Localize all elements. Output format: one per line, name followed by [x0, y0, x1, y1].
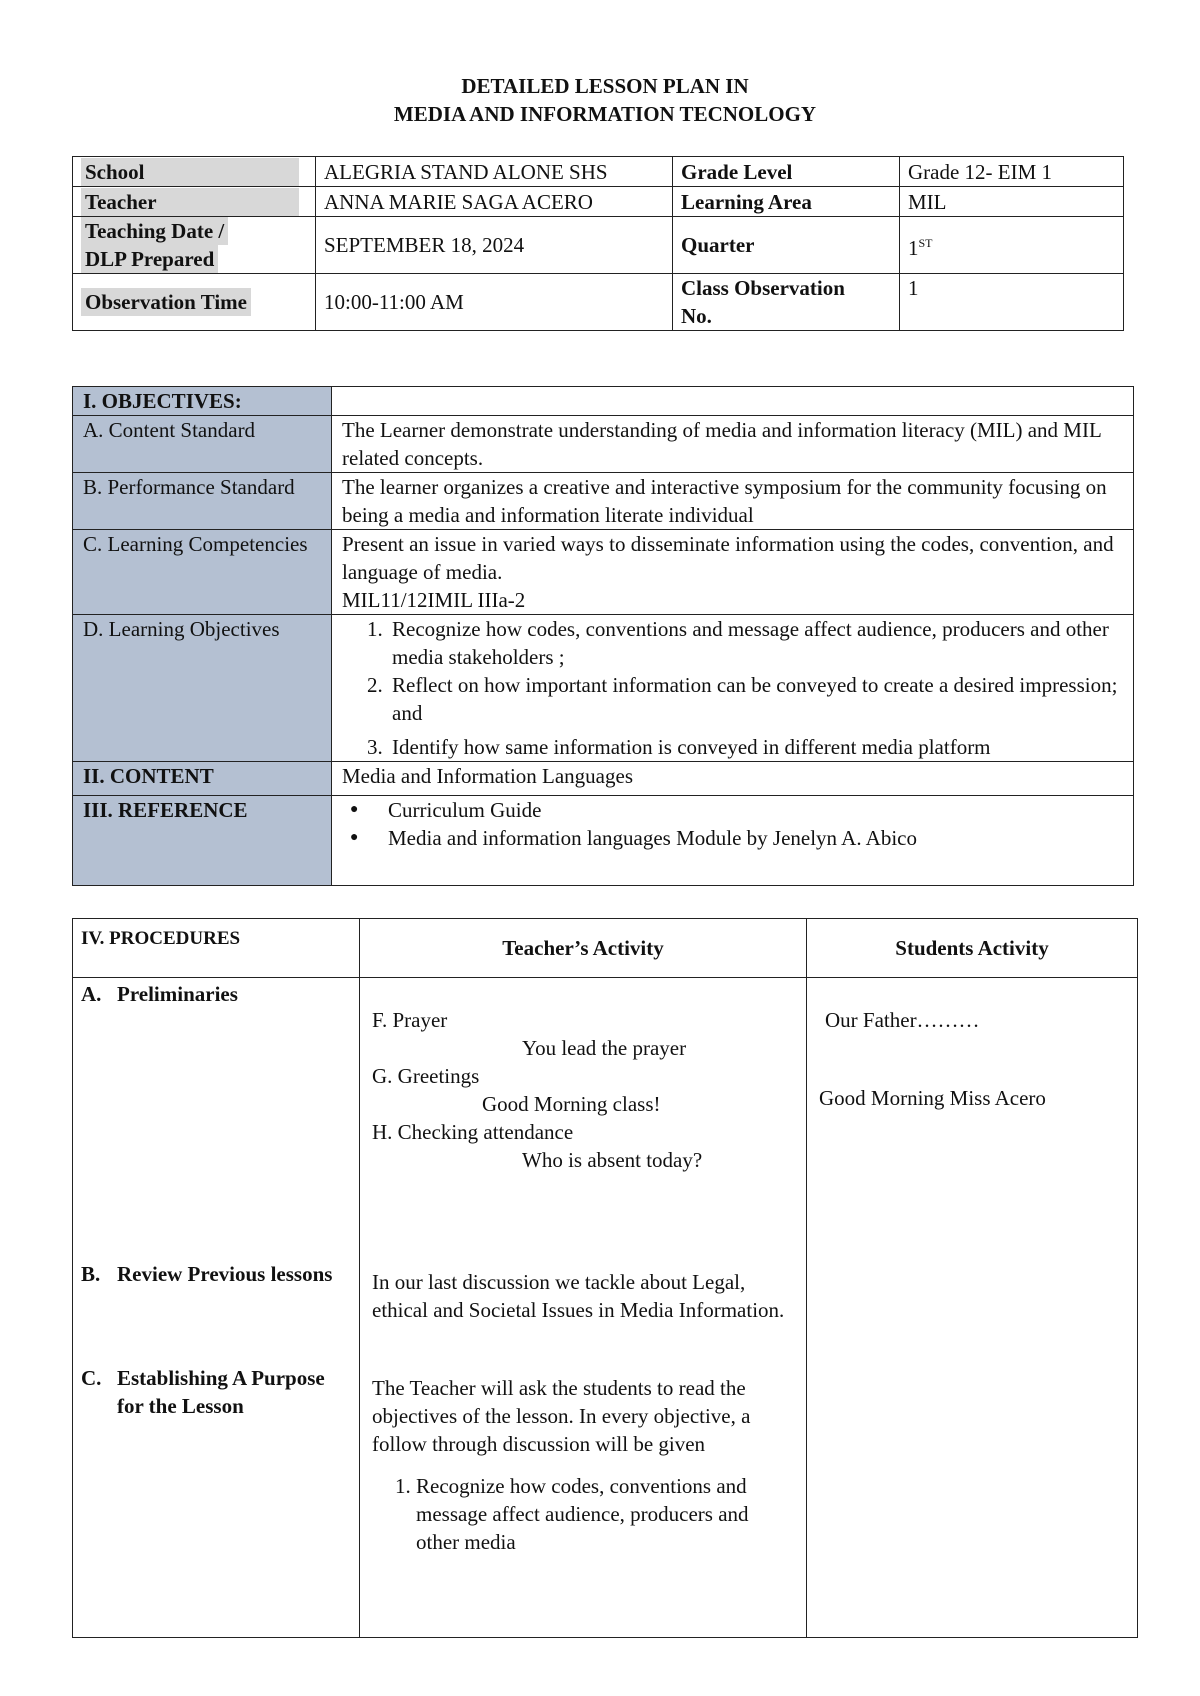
list-item: 1. Recognize how codes, conventions and message affect audience, producers and other media: [416, 1472, 794, 1556]
section-title: Preliminaries: [117, 982, 238, 1006]
observation-label-1: Class Observation: [681, 276, 845, 300]
quarter-number: 1: [908, 235, 919, 260]
quarter-label: Quarter: [673, 217, 900, 274]
grade-label: Grade Level: [673, 157, 900, 187]
teacher-label: Teacher: [81, 188, 299, 216]
content-text: Media and Information Languages: [332, 762, 1134, 796]
objectives-table: [72, 386, 1134, 886]
reference-list: [342, 796, 1123, 852]
content-label: II. CONTENT: [73, 762, 332, 796]
area-value: MIL: [900, 187, 1124, 217]
performance-standard-label: B. Performance Standard: [73, 473, 332, 530]
section-title: Review Previous lessons: [117, 1262, 333, 1286]
section-letter: A.: [81, 982, 102, 1006]
section-title: Establishing A Purpose for the Lesson: [117, 1366, 325, 1418]
objectives-heading: I. OBJECTIVES:: [73, 387, 332, 416]
students-activity-cell: [807, 978, 1138, 1638]
section-preliminaries: [81, 980, 351, 1008]
procedures-heading: IV. PROCEDURES: [73, 919, 360, 978]
list-item: ● Curriculum Guide: [372, 796, 1123, 824]
student-prayer: Our Father………: [825, 1008, 980, 1032]
attendance-item: H. Checking attendance: [372, 1120, 574, 1144]
school-label-cell: [73, 157, 316, 187]
observation-label-2: No.: [681, 304, 712, 328]
objectives-heading-blank: [332, 387, 1134, 416]
school-label: School: [81, 158, 299, 186]
greetings-line: Good Morning class!: [482, 1092, 661, 1116]
teacher-activity-header: Teacher’s Activity: [360, 919, 807, 978]
prayer-line: You lead the prayer: [522, 1036, 687, 1060]
date-value: SEPTEMBER 18, 2024: [316, 217, 673, 274]
area-label: Learning Area: [673, 187, 900, 217]
learning-objectives-list: [342, 615, 1123, 761]
date-label-1: Teaching Date /: [81, 217, 228, 245]
greetings-item: G. Greetings: [372, 1064, 480, 1088]
students-activity-header: Students Activity: [807, 919, 1138, 978]
learning-competencies-label: C. Learning Competencies: [73, 530, 332, 615]
teacher-value: ANNA MARIE SAGA ACERO: [316, 187, 673, 217]
section-review: [81, 1260, 351, 1288]
quarter-suffix: ST: [918, 235, 933, 250]
section-letter: C.: [81, 1366, 102, 1390]
title-line-2: MEDIA AND INFORMATION TECNOLOGY: [393, 102, 817, 126]
student-greeting: Good Morning Miss Acero: [819, 1086, 1046, 1110]
learning-competencies-text: Present an issue in varied ways to disseminate information using the codes, convention, and language of media.: [342, 532, 1114, 584]
reference-cell: [332, 796, 1134, 886]
learning-objectives-label: D. Learning Objectives: [73, 615, 332, 762]
school-value: ALEGRIA STAND ALONE SHS: [316, 157, 673, 187]
quarter-value: [900, 217, 1124, 274]
purpose-objectives-list: [372, 1472, 794, 1556]
date-label-cell: [73, 217, 316, 274]
time-label-cell: [73, 274, 316, 331]
procedures-table: [72, 918, 1138, 1638]
date-label-2: DLP Prepared: [81, 245, 218, 273]
observation-label: [673, 274, 900, 331]
learning-objectives-cell: [332, 615, 1134, 762]
teacher-activity-cell: [360, 978, 807, 1638]
list-item: ● Media and information languages Module by Jenelyn A. Abico: [372, 824, 1123, 852]
list-item: 2. Reflect on how important information can be conveyed to create a desired impression; and: [388, 671, 1123, 727]
content-standard-label: A. Content Standard: [73, 416, 332, 473]
learning-competencies-code: MIL11/12IMIL IIIa-2: [342, 588, 526, 612]
time-value: 10:00-11:00 AM: [316, 274, 673, 331]
title-line-1: DETAILED LESSON PLAN IN: [461, 74, 749, 98]
learning-competencies-cell: [332, 530, 1134, 615]
purpose-text: The Teacher will ask the students to read the objectives of the lesson. In every objective, a follow through discussion will be given: [372, 1376, 751, 1456]
observation-value: 1: [900, 274, 1124, 331]
list-item: 3. Identify how same information is conveyed in different media platform: [388, 733, 1123, 761]
prayer-item: F. Prayer: [372, 1008, 448, 1032]
procedures-sections-cell: [73, 978, 360, 1638]
review-text: In our last discussion we tackle about Legal, ethical and Societal Issues in Media Information.: [372, 1270, 785, 1322]
teacher-label-cell: [73, 187, 316, 217]
section-letter: B.: [81, 1262, 101, 1286]
info-table: [72, 156, 1124, 331]
content-standard-text: The Learner demonstrate understanding of media and information literacy (MIL) and MIL related concepts.: [332, 416, 1134, 473]
performance-standard-text: The learner organizes a creative and interactive symposium for the community focusing on being a media and information literate individual: [332, 473, 1134, 530]
document-title: [0, 72, 1200, 128]
list-item: 1. Recognize how codes, conventions and message affect audience, producers and other media stakeholders ;: [388, 615, 1123, 671]
attendance-line: Who is absent today?: [522, 1148, 703, 1172]
time-label: Observation Time: [81, 288, 251, 316]
reference-label: III. REFERENCE: [73, 796, 332, 886]
grade-value: Grade 12- EIM 1: [900, 157, 1124, 187]
section-purpose: [81, 1364, 351, 1420]
